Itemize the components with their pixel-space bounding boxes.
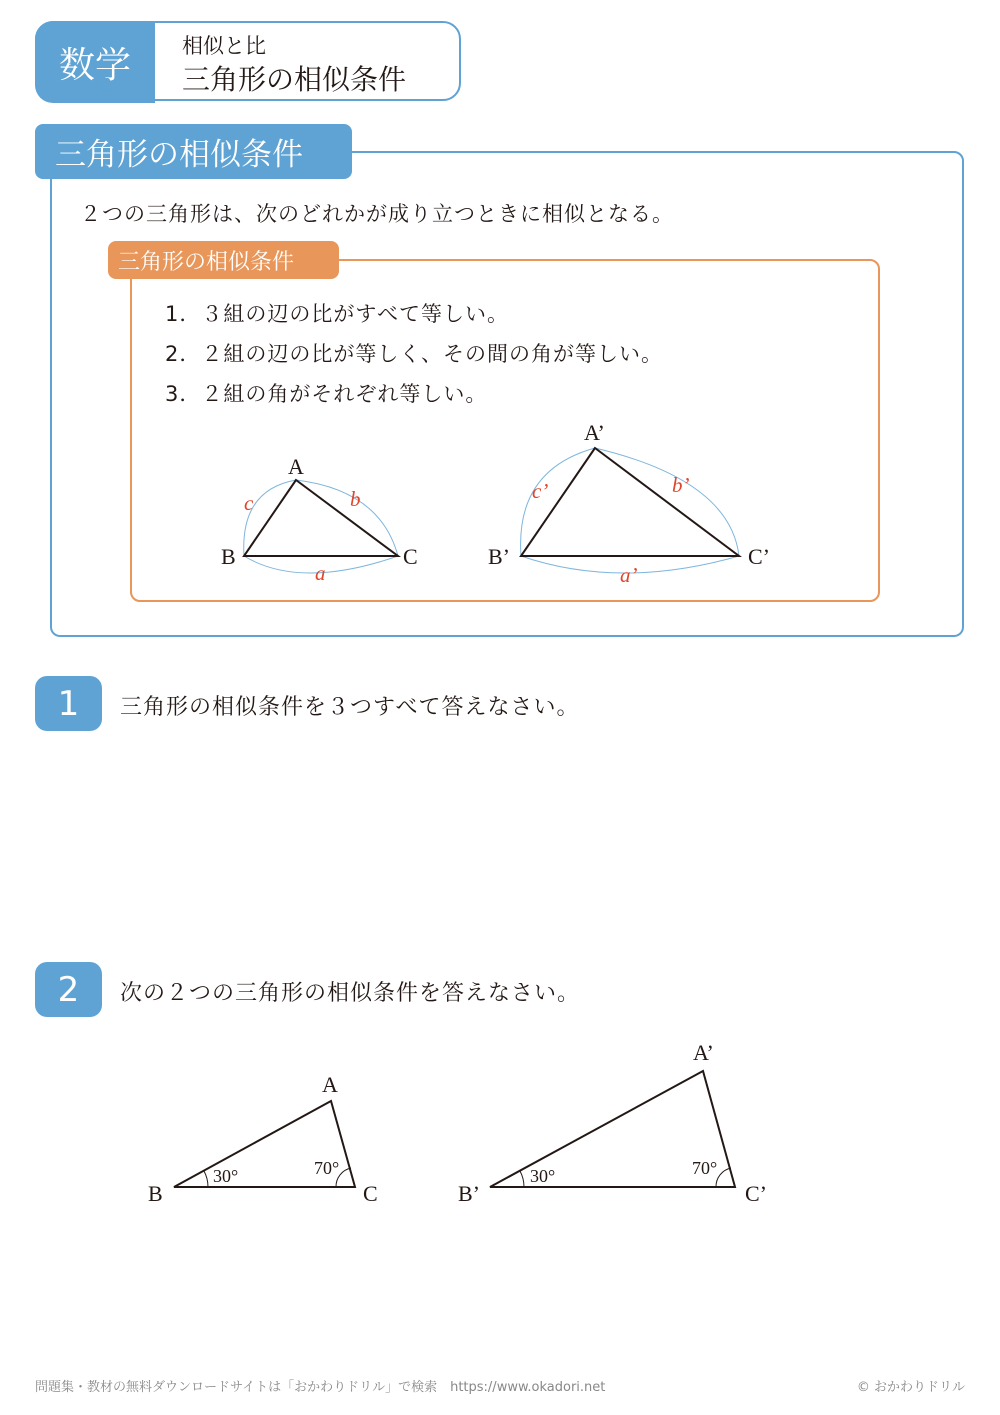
- unit-label: 相似と比: [182, 34, 266, 58]
- vertex-a: A: [288, 454, 304, 479]
- angle-c-prime-arc: [716, 1168, 731, 1187]
- p2-angle-c-prime: 70°: [692, 1158, 718, 1178]
- side-a: a: [315, 561, 326, 585]
- side-c-prime: c’: [532, 479, 549, 503]
- vertex-b: B: [221, 544, 236, 569]
- condition-3: 3．２組の角がそれぞれ等しい。: [165, 382, 488, 406]
- section-title: 三角形の相似条件: [35, 124, 352, 179]
- angle-b-prime-arc: [520, 1171, 524, 1187]
- condition-2: 2．２組の辺の比が等しく、その間の角が等しい。: [165, 342, 663, 366]
- p2-angle-b-prime: 30°: [530, 1166, 556, 1186]
- intro-text: ２つの三角形は、次のどれかが成り立つときに相似となる。: [80, 202, 674, 226]
- subject-label: 数学: [35, 21, 155, 103]
- p2-vertex-b-prime: B’: [458, 1181, 480, 1206]
- p2-angle-c: 70°: [314, 1158, 340, 1178]
- problem-1-text: 三角形の相似条件を３つすべて答えなさい。: [120, 695, 580, 720]
- p2-angle-b: 30°: [213, 1166, 239, 1186]
- problem-1-number: 1: [35, 676, 102, 731]
- triangle-abc-prime: [521, 448, 739, 556]
- conditions-title: 三角形の相似条件: [108, 241, 339, 279]
- footer-credit: 問題集・教材の無料ダウンロードサイトは「おかわりドリル」で検索 https://www.okadori.net: [35, 1380, 606, 1395]
- vertex-a-prime: A’: [584, 420, 605, 445]
- page-title: 三角形の相似条件: [182, 63, 407, 96]
- p2-vertex-a-prime: A’: [693, 1040, 714, 1065]
- footer-copyright: © おかわりドリル: [856, 1380, 965, 1395]
- problem-2-text: 次の２つの三角形の相似条件を答えなさい。: [120, 981, 581, 1006]
- problem-2-number: 2: [35, 962, 102, 1017]
- p2-vertex-c: C: [363, 1181, 378, 1206]
- angle-b-arc: [204, 1171, 208, 1187]
- vertex-b-prime: B’: [488, 544, 510, 569]
- p2-vertex-a: A: [322, 1072, 338, 1097]
- side-a-prime: a’: [620, 563, 638, 587]
- p2-vertex-b: B: [148, 1181, 163, 1206]
- p2-vertex-c-prime: C’: [745, 1181, 767, 1206]
- side-b: b: [350, 487, 361, 511]
- side-b-prime: b’: [672, 473, 690, 497]
- condition-1: 1．３組の辺の比がすべて等しい。: [165, 302, 509, 326]
- side-c: c: [244, 491, 254, 515]
- vertex-c-prime: C’: [748, 544, 770, 569]
- vertex-c: C: [403, 544, 418, 569]
